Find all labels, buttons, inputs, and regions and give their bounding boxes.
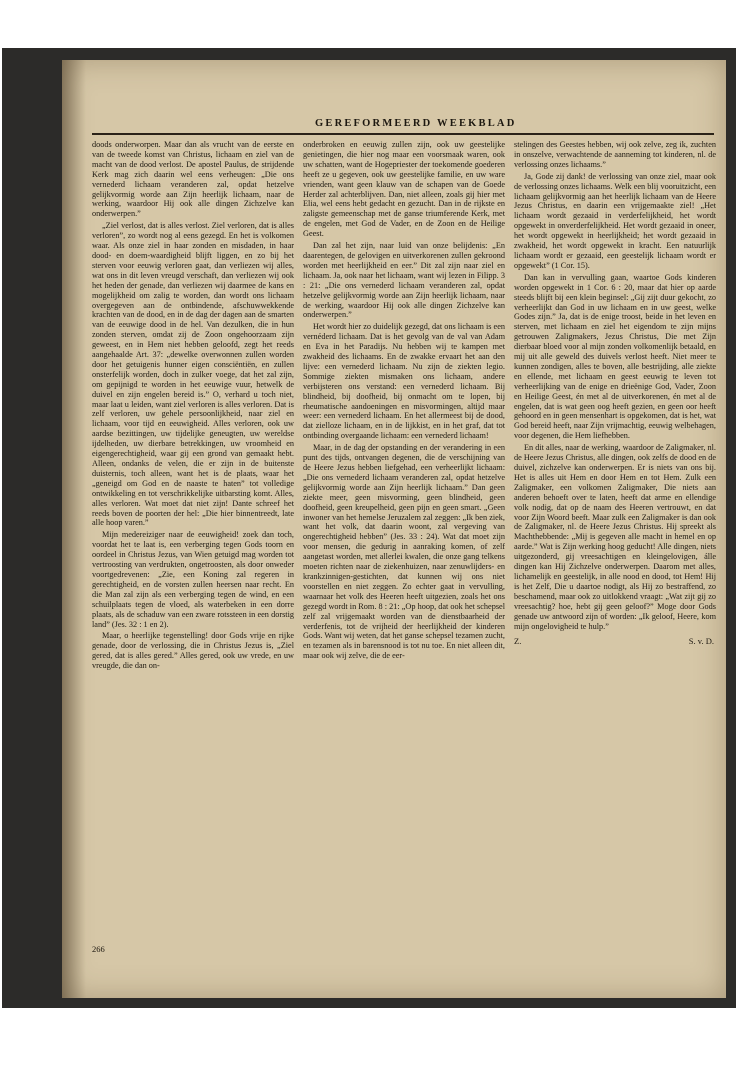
text-column-1 xyxy=(92,140,294,671)
paragraph: „Ziel verlost, dat is alles verlost. Ziel verloren, dat is alles verloren”, zo wordt nog al eens gezegd. En het is volkomen waar. Als onze ziel in haar zonden en misdaden, in haar dood- en doem-waardigheid blijft liggen, en zo bij het sterven voor eeuwig verloren gaat, dan verliezen wij alles, wat ons in dit leven vreugd verschaft, dan verliezen wij ook het heden der genade, dan verliezen wij daarmee de kans en mogelijkheid om zalig te worden, dan wordt ons lichaam overgegeven aan de ontbindende, afschuwwekkende krachten van de dood, en in de dag der dagen aan de smarten van de eeuwige dood in de hel. Van dezulken, die in hun zonden sterven, omdat zij de Zoon ongehoorzaam zijn geweest, en in Hem niet hebben geloofd, zegt het reeds aangehaalde Art. 37: „dewelke overwonnen zullen worden door het getuigenis hunner eigen consciëntiën, en zullen onsterfelijk worden, doch in zulker voege, dat het zal zijn, om gepijnigd te worden in het eeuwige vuur, hetwelk de duivel en zijn engelen bereid is.” O, verhard u toch niet, maar laat u leiden, want ziel verloren is alles verloren. Dat is zelf verloren, uw gehele persoonlijkheid, naar ziel en lichaam, voor tijd en eeuwigheid. Alles verloren, ook uw aardse bezittingen, uw tijdelijke geneugten, uw wereldse ijdelheden, uw dierbare betrekkingen, uw vroomheid en eigengerechtigheid, waar gij een grond van gemaakt hebt. Alleen, ondanks de velen, die er zijn in de buitenste duisternis, toch alleen, want het is de plaats, waar het „geneigd om God en de naaste te haten” tot volledige ontwikkeling en tot verschrikkelijke uitbarsting komt. Alles, alles verloren. Wat moet dat niet zijn! Dante schreef het reeds boven de poorten der hel: „Die hier binnentreedt, late alle hoop varen.” xyxy=(92,221,294,528)
text-column-2 xyxy=(303,140,505,661)
paragraph: En dit alles, naar de werking, waardoor de Zaligmaker, nl. de Heere Jezus Christus, alle dingen, ook zelfs de dood en de duivel, zichzelve kan onderwerpen. Er is niets van ons bij. Het is alles uit Hem en door Hem en tot Hem. Zulk een Zaligmaker, een volkomen Zaligmaker, Die niets aan anderen behoeft over te laten, heeft dat arme en ellendige volk nodig, dat op de naam des Heeren vertrouwt, en dat voor Zijn Woord beeft. Maar zulk een Zaligmaker is dan ook de Zaligmaker, nl. de Heere Jezus Christus. Hij spreekt als Machthebbende: „Mij is gegeven alle macht in hemel en op aarde.” Wat is Zijn werking hoog geducht! Alle dingen, niets uitgezonderd, gij vreesachtigen en kleingelovigen, álle dingen kan Hij Zichzelve onderwerpen. Daarom met alles, lichamelijk en geestelijk, in alle nood en dood, tot Hem! Hij is het Zelf, Die u daartoe nodigt, als Hij zo bestraffend, zo beschamend, maar ook zo uitlokkend vraagt: „Wat zijt gij zo vreesachtig? hoe, hebt gij geen geloof?” Moge door Gods genade uw antwoord zijn of worden: „Ik geloof, Heere, kom mijn ongelovigheid te hulp.” xyxy=(514,443,716,631)
text-column-3 xyxy=(514,140,716,647)
signature-left: Z. xyxy=(514,636,522,647)
paragraph: Maar, o heerlijke tegenstelling! door Gods vrije en rijke genade, door de verlossing, die in Christus Jezus is, „Ziel gered, dat is alles gered.” Alles gered, ook uw vrede, en uw vreugde, die dan on- xyxy=(92,631,294,671)
paragraph: Ja, Gode zij dank! de verlossing van onze ziel, maar ook de verlossing onzes lichaams. Welk een blij vooruitzicht, een lichaam gelijkvormig aan het heerlijk lichaam van de Heere Jezus Christus, en daarin een vrijgemaakte ziel! „Het lichaam wordt gezaaid in verderfelijkheid, het wordt opgewekt in onverderfelijkheid. Het wordt gezaaid in oneer, het wordt opgewekt in heerlijkheid; het wordt gezaaid in zwakheid, het wordt opgewekt in kracht. Een natuurlijk lichaam wordt er gezaaid, een geestelijk lichaam wordt er opgewekt” (1 Cor. 15). xyxy=(514,171,716,270)
paragraph: Maar, in de dag der opstanding en der verandering in een punt des tijds, ontvangen degenen, die de verschijning van de Heere Jezus hebben liefgehad, een verheerlijkt lichaam: „Die ons vernederd lichaam veranderen zal, opdat hetzelve gelijkvormig worde aan Zijn heerlijk lichaam.” Dan geen ziekte meer, geen misvorming, geen blindheid, geen doofheid, geen kreupelheid, geen pijn en geen smart. „Geen inwoner van het hemelse Jeruzalem zal zeggen: „Ik ben ziek, want het volk, dat daarin woont, zal vergeving van ongerechtigheid hebben” (Jes. 33 : 24). Wat dat moet zijn voor mensen, die gedurig in aanraking komen, of zelf aangetast worden, met allerlei kwalen, die onze gang telkens moeten richten naar de ziekenhuizen, naar zenuwlijders- en krankzinnigen-gestichten, dat kunnen wij ons niet voorstellen en niet zeggen. Zo echter gaat in vervulling, waarnaar het volk des Heeren heeft uitgezien, zoals het ons gezegd wordt in Rom. 8 : 21: „Op hoop, dat ook het schepsel zelf zal vrijgemaakt worden van de dienstbaarheid der verderfenis, tot de vrijheid der heerlijkheid der kinderen Gods. Want wij weten, dat het ganse schepsel tezamen zucht, en tezamen als in barensnood is tot nu toe. En niet alleen dit, maar ook wij zelve, die de eer- xyxy=(303,443,505,661)
paragraph: Dan zal het zijn, naar luid van onze belijdenis: „En daarentegen, de gelovigen en uitverkorenen zullen gekroond worden met heerlijkheid en eer.” Dit zal zijn naar ziel en lichaam. Ja, ook naar het lichaam, want wij lezen in Filipp. 3 : 21: „Die ons vernederd lichaam veranderen zal, opdat hetzelve gelijkvormig worde aan Zijn heerlijk lichaam, naar de werking, waardoor Hij ook alle dingen Zichzelve kan onderwerpen.” xyxy=(303,241,505,320)
signature-line xyxy=(514,637,716,647)
page-number: 266 xyxy=(92,944,105,954)
header-rule xyxy=(92,133,714,135)
paragraph: doods onderworpen. Maar dan als vrucht van de eerste en van de tweede komst van Christus, lichaam en ziel van de macht van de dood verlost. De apostel Paulus, de strijdende Kerk mag zich daarin wel eens verheugen: „Die ons vernederd lichaam veranderen zal, opdat hetzelve gelijkvormig worde aan Zijn heerlijk lichaam, naar de werking, waardoor Hij ook alle dingen Zichzelve kan onderwerpen.” xyxy=(92,140,294,219)
running-header: GEREFORMEERD WEEKBLAD xyxy=(315,118,517,129)
paragraph: onderbroken en eeuwig zullen zijn, ook uw geestelijke genietingen, die hier nog maar een voorsmaak waren, ook uw schatten, want de Hogepriester der toekomende goederen heeft ze u gegeven, ook uw geestelijke familie, en uw ware vrienden, want geen klauw van de schapen van de Goede Herder zal achterblijven. Dan, niet alleen, zoals gij hier met Elia, wel eens hebt gedacht en gezucht. Dan in de rijkste en zaligste gemeenschap met de ganse triumferende Kerk, met de engelen, met God de Vader, en de Zoon en de Heilige Geest. xyxy=(303,140,505,239)
signature-author: S. v. D. xyxy=(688,636,714,647)
paragraph: Mijn medereiziger naar de eeuwigheid! zoek dan toch, voordat het te laat is, een verberging tegen Gods toorn en oordeel in Christus Jezus, van Wien getuigd mag worden tot vertroosting van verdrukten, ongetroosten, als door onweder voortgedrevenen: „Zie, een Koning zal regeren in gerechtigheid, en de vorsten zullen heersen naar recht. En die Man zal zijn als een verberging tegen de wind, en een schuilplaats tegen de vloed, als waterbeken in een dorre plaats, als de schaduw van een zware rotssteen in een dorstig land” (Jes. 32 : 1 en 2). xyxy=(92,530,294,629)
paragraph: Het wordt hier zo duidelijk gezegd, dat ons lichaam is een vernéderd lichaam. Dat is het gevolg van de val van Adam en Eva in het Paradijs. Nu hebben wij te kampen met zwakheid des lichaams. En de zwakke ervaart het aan den lijve: een vernederd lichaam. Nu zijn de ziekten legio. Sommige ziekten mismaken ons lichaam, andere verbijsteren ons verstand: een vernederd lichaam. Bij blindheid, bij doofheid, bij onmacht om te lopen, bij rheumatische aandoeningen en misvormingen, altijd maar weer: een vernederd lichaam. En het allermeest bij de dood, dat zielloze lichaam, en in de lijkkist, en in het graf, dat tot ontbinding overgaande lichaam: een vernederd lichaam! xyxy=(303,322,505,441)
paragraph: stelingen des Geestes hebben, wij ook zelve, zeg ik, zuchten in onszelve, verwachtende de aanneming tot kinderen, nl. de verlossing onzes lichaams.” xyxy=(514,140,716,169)
paragraph: Dan kan in vervulling gaan, waartoe Gods kinderen worden opgewekt in 1 Cor. 6 : 20, maar dat hier op aarde steeds blijft bij een klein beginsel: „Gij zijt duur gekocht, zo verheerlijkt dan God in uw lichaam en in uw geest, welke Godes zijn.” Ja, dat is de enige troost, beide in het leven en sterven, met lichaam en ziel het eigendom te zijn mijns getrouwen Zaligmakers, Jezus Christus, Die met Zijn dierbaar bloed voor al mijn zonden volkomenlijk betaald, en mij uit alle geweld des duivels verlost heeft. Niet meer te kunnen zondigen, alles te boven, alle bestrijding, alle ziekte en ellende, met lichaam en geest eeuwig te leven tot verheerlijking van de enige en drieënige God, Vader, Zoon en Heilige Geest, én met al de uitverkorenen, én met al de engelen, dat is wat geen oog heeft gezien, en geen oor heeft gehoord en in geen mensenhart is opgekomen, dat is het, wat God bereid heeft, naar Zijn vrijmachtig, eeuwig welbehagen, voor degenen, die Hem liefhebben. xyxy=(514,272,716,441)
page-gutter-shadow xyxy=(62,60,86,998)
